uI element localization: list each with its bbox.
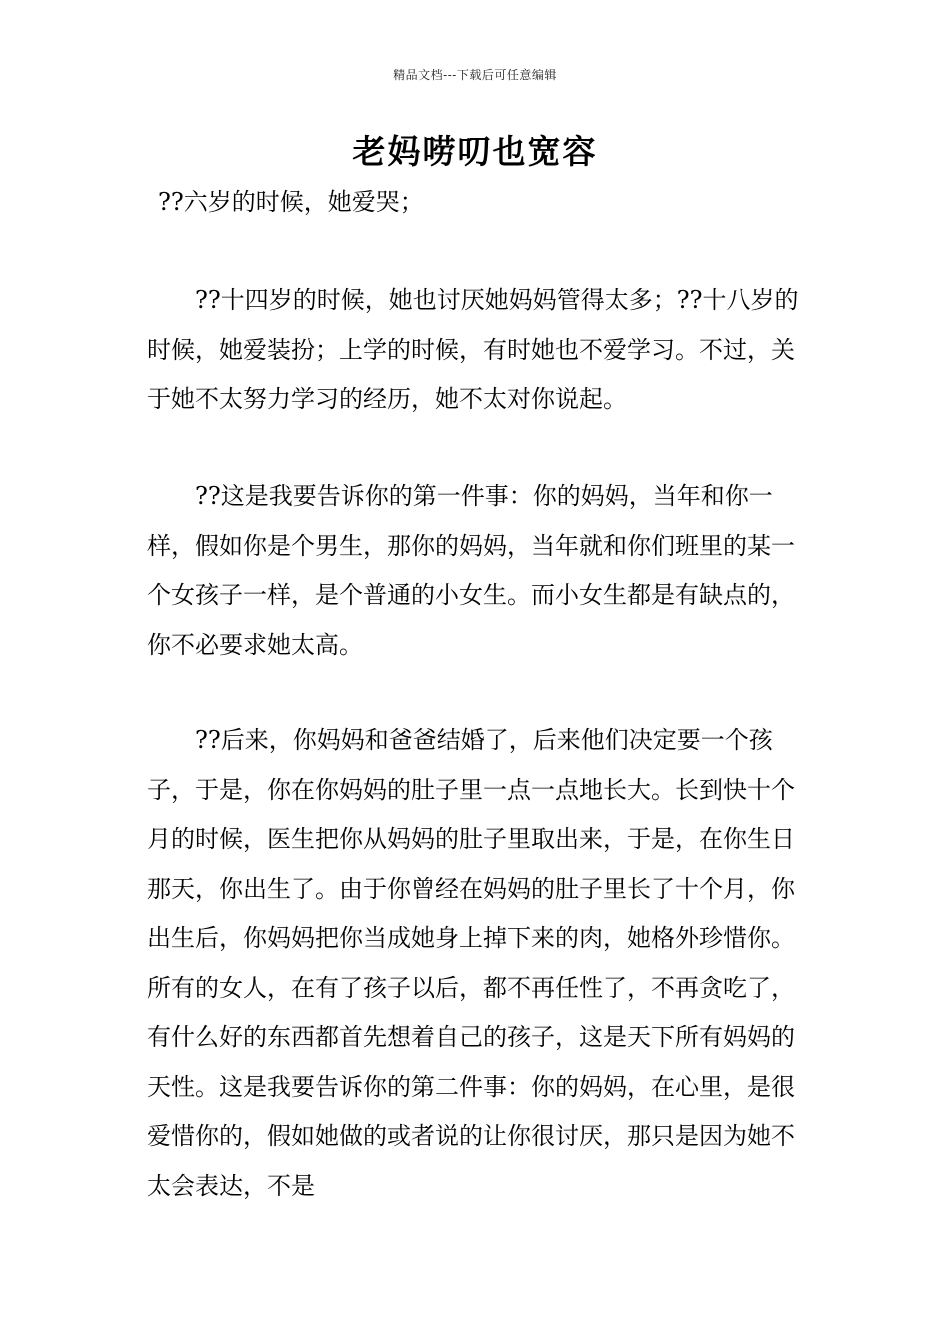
paragraph-2: ??十四岁的时候，她也讨厌她妈妈管得太多；??十八岁的时候，她爱装扮；上学的时候，有时她也不爱学习。不过，关于她不太努力学习的经历，她不太对你说起。: [147, 286, 799, 413]
paragraph-3: ??这是我要告诉你的第一件事：你的妈妈，当年和你一样，假如你是个男生，那你的妈妈，当年就和你们班里的某一个女孩子一样，是个普通的小女生。而小女生都是有缺点的，你不必要求她太高。: [147, 482, 795, 659]
paragraph-2-container: [147, 276, 807, 425]
paragraph-1: ??六岁的时候，她爱哭；: [158, 188, 424, 216]
paragraph-4: ??后来，你妈妈和爸爸结婚了，后来他们决定要一个孩子，于是，你在你妈妈的肚子里一点一点地长大。长到快十个月的时候，医生把你从妈妈的肚子里取出来，于是，在你生日那天，你出生了。由于你曾经在妈妈的肚子里长了十个月，你出生后，你妈妈把你当成她身上掉下来的肉，她格外珍惜你。所有的女人，在有了孩子以后，都不再任性了，不再贪吃了，有什么好的东西都首先想着自己的孩子，这是天下所有妈妈的天性。这是我要告诉你的第二件事：你的妈妈，在心里，是很爱惜你的，假如她做的或者说的让你很讨厌，那只是因为她不太会表达，不是: [147, 726, 795, 1200]
header-note: 精品文档---下载后可任意编辑: [393, 68, 557, 82]
paragraph-3-container: [147, 472, 807, 670]
paragraph-4-container: [147, 716, 807, 1211]
document-title: 老妈唠叨也宽容: [352, 132, 598, 171]
